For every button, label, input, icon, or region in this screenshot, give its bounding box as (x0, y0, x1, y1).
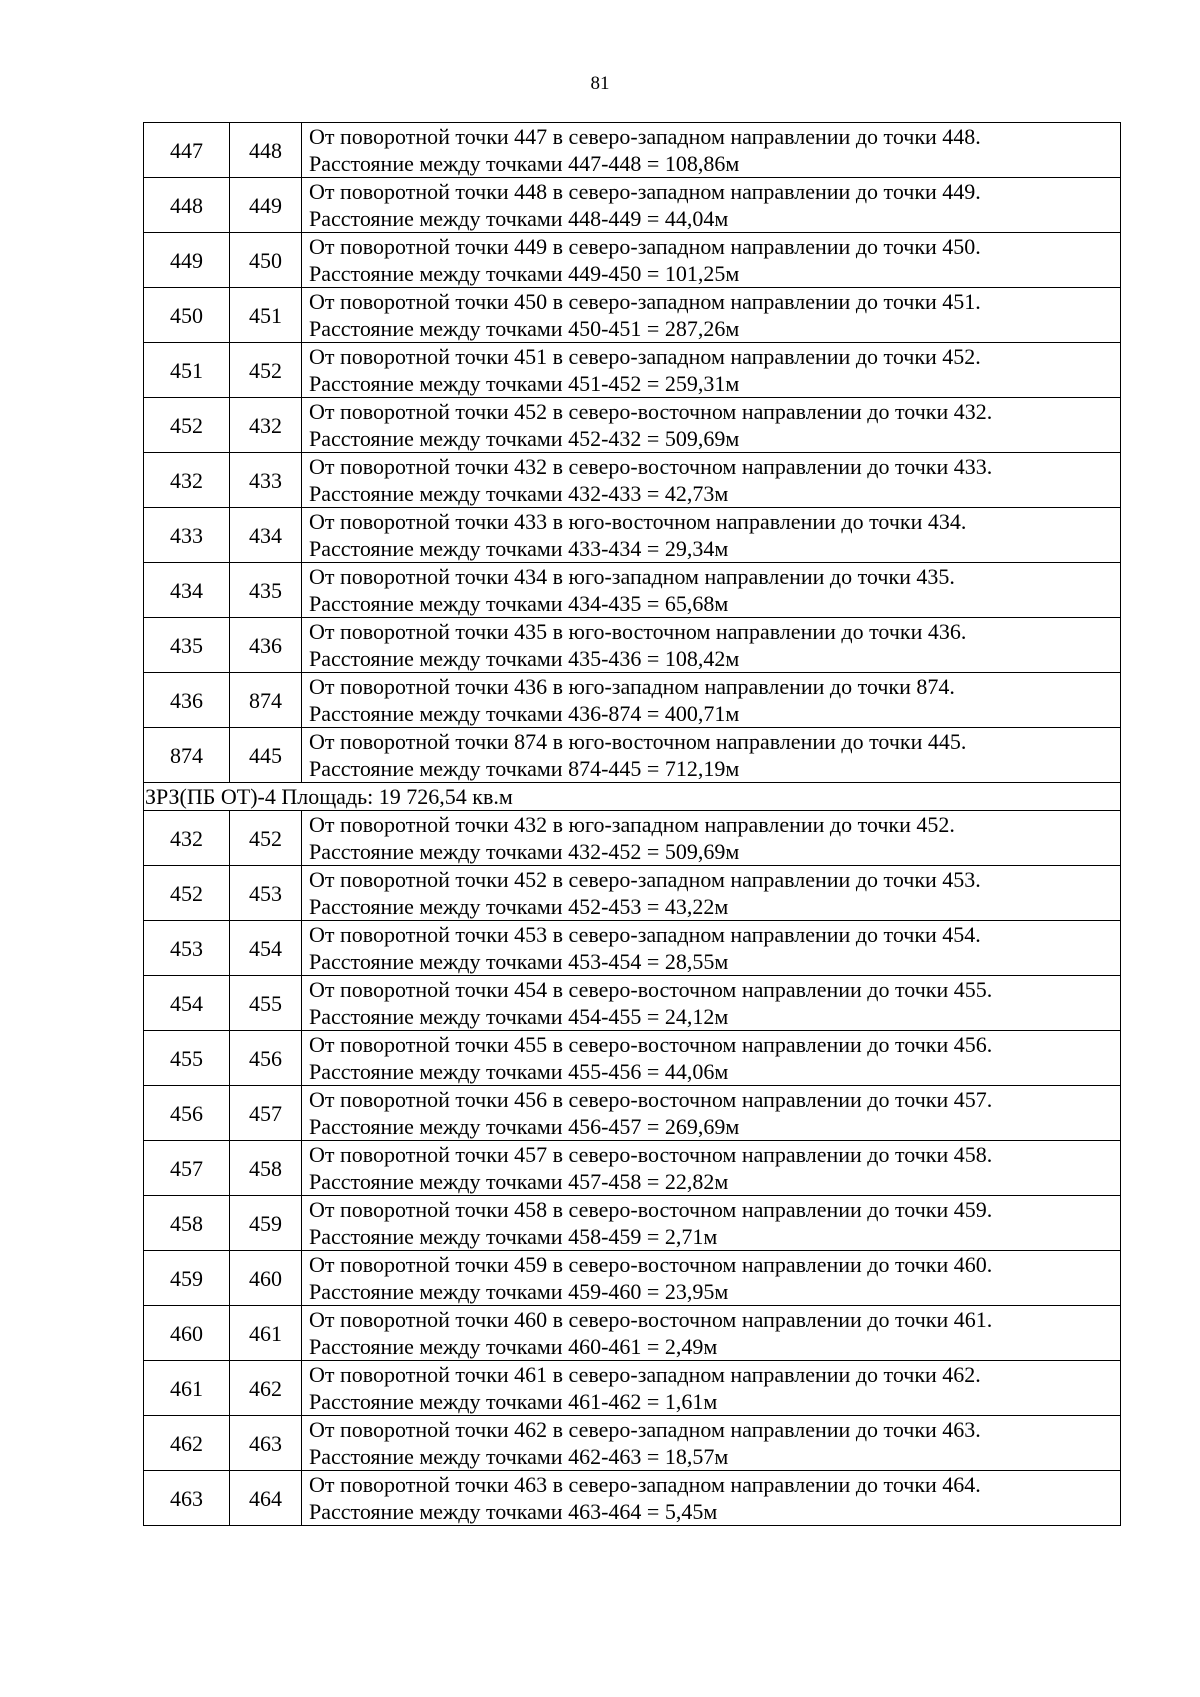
distance-text: Расстояние между точками 455-456 = 44,06м (309, 1059, 729, 1084)
distance-text: Расстояние между точками 436-874 = 400,71м (309, 701, 740, 726)
from-point-cell: 433 (144, 508, 230, 563)
from-point-cell: 448 (144, 178, 230, 233)
description-cell (302, 1471, 1121, 1526)
from-point-cell: 457 (144, 1141, 230, 1196)
to-point-cell: 445 (230, 728, 302, 783)
to-point-cell: 435 (230, 563, 302, 618)
description-cell (302, 233, 1121, 288)
description-cell (302, 673, 1121, 728)
to-point-cell: 452 (230, 343, 302, 398)
from-point-cell: 434 (144, 563, 230, 618)
direction-text: От поворотной точки 452 в северо-западном направлении до точки 453. (309, 867, 981, 892)
distance-text: Расстояние между точками 447-448 = 108,86м (309, 151, 740, 176)
from-point-cell: 452 (144, 866, 230, 921)
distance-text: Расстояние между точками 456-457 = 269,69м (309, 1114, 740, 1139)
direction-text: От поворотной точки 432 в северо-восточном направлении до точки 433. (309, 454, 993, 479)
to-point-cell: 459 (230, 1196, 302, 1251)
from-point-cell: 453 (144, 921, 230, 976)
table-row (144, 1031, 1121, 1086)
table-row (144, 123, 1121, 178)
to-point-cell: 436 (230, 618, 302, 673)
description-cell (302, 811, 1121, 866)
description-cell (302, 1196, 1121, 1251)
description-cell (302, 866, 1121, 921)
to-point-cell: 433 (230, 453, 302, 508)
distance-text: Расстояние между точками 457-458 = 22,82м (309, 1169, 729, 1194)
to-point-cell: 449 (230, 178, 302, 233)
table-row (144, 563, 1121, 618)
table-row (144, 233, 1121, 288)
boundary-table (143, 122, 1121, 1526)
from-point-cell: 450 (144, 288, 230, 343)
description-cell (302, 343, 1121, 398)
from-point-cell: 455 (144, 1031, 230, 1086)
direction-text: От поворотной точки 459 в северо-восточном направлении до точки 460. (309, 1252, 993, 1277)
section-header-row (144, 783, 1121, 811)
description-cell (302, 1031, 1121, 1086)
distance-text: Расстояние между точками 874-445 = 712,19м (309, 756, 740, 781)
from-point-cell: 449 (144, 233, 230, 288)
to-point-cell: 451 (230, 288, 302, 343)
table-row (144, 1251, 1121, 1306)
direction-text: От поворотной точки 450 в северо-западном направлении до точки 451. (309, 289, 981, 314)
from-point-cell: 447 (144, 123, 230, 178)
from-point-cell: 874 (144, 728, 230, 783)
table-row (144, 1141, 1121, 1196)
from-point-cell: 462 (144, 1416, 230, 1471)
table-row (144, 866, 1121, 921)
direction-text: От поворотной точки 448 в северо-западном направлении до точки 449. (309, 179, 981, 204)
zone-area-header: ЗРЗ(ПБ ОТ)-4 Площадь: 19 726,54 кв.м (144, 783, 1121, 811)
distance-text: Расстояние между точками 452-432 = 509,69м (309, 426, 740, 451)
direction-text: От поворотной точки 453 в северо-западном направлении до точки 454. (309, 922, 981, 947)
direction-text: От поворотной точки 874 в юго-восточном направлении до точки 445. (309, 729, 967, 754)
from-point-cell: 432 (144, 453, 230, 508)
description-cell (302, 508, 1121, 563)
description-cell (302, 563, 1121, 618)
table-row (144, 343, 1121, 398)
distance-text: Расстояние между точками 432-452 = 509,69м (309, 839, 740, 864)
distance-text: Расстояние между точками 454-455 = 24,12м (309, 1004, 729, 1029)
table-row (144, 728, 1121, 783)
direction-text: От поворотной точки 449 в северо-западном направлении до точки 450. (309, 234, 981, 259)
distance-text: Расстояние между точками 450-451 = 287,26м (309, 316, 740, 341)
description-cell (302, 976, 1121, 1031)
distance-text: Расстояние между точками 452-453 = 43,22м (309, 894, 729, 919)
description-cell (302, 1306, 1121, 1361)
distance-text: Расстояние между точками 434-435 = 65,68м (309, 591, 729, 616)
distance-text: Расстояние между точками 449-450 = 101,25м (309, 261, 740, 286)
direction-text: От поворотной точки 433 в юго-восточном направлении до точки 434. (309, 509, 967, 534)
direction-text: От поворотной точки 460 в северо-восточном направлении до точки 461. (309, 1307, 993, 1332)
description-cell (302, 1086, 1121, 1141)
distance-text: Расстояние между точками 435-436 = 108,42м (309, 646, 740, 671)
table-row (144, 398, 1121, 453)
direction-text: От поворотной точки 436 в юго-западном направлении до точки 874. (309, 674, 955, 699)
table-row (144, 921, 1121, 976)
to-point-cell: 457 (230, 1086, 302, 1141)
to-point-cell: 434 (230, 508, 302, 563)
distance-text: Расстояние между точками 463-464 = 5,45м (309, 1499, 718, 1524)
table-row (144, 178, 1121, 233)
from-point-cell: 461 (144, 1361, 230, 1416)
table-row (144, 1086, 1121, 1141)
distance-text: Расстояние между точками 462-463 = 18,57м (309, 1444, 729, 1469)
description-cell (302, 288, 1121, 343)
direction-text: От поворотной точки 458 в северо-восточном направлении до точки 459. (309, 1197, 993, 1222)
distance-text: Расстояние между точками 461-462 = 1,61м (309, 1389, 718, 1414)
description-cell (302, 728, 1121, 783)
description-cell (302, 123, 1121, 178)
description-cell (302, 398, 1121, 453)
table-row (144, 1471, 1121, 1526)
to-point-cell: 448 (230, 123, 302, 178)
table-row (144, 976, 1121, 1031)
to-point-cell: 462 (230, 1361, 302, 1416)
direction-text: От поворотной точки 434 в юго-западном направлении до точки 435. (309, 564, 955, 589)
to-point-cell: 453 (230, 866, 302, 921)
direction-text: От поворотной точки 447 в северо-западном направлении до точки 448. (309, 124, 981, 149)
to-point-cell: 455 (230, 976, 302, 1031)
table-row (144, 1361, 1121, 1416)
description-cell (302, 453, 1121, 508)
distance-text: Расстояние между точками 460-461 = 2,49м (309, 1334, 718, 1359)
to-point-cell: 458 (230, 1141, 302, 1196)
distance-text: Расстояние между точками 448-449 = 44,04м (309, 206, 729, 231)
direction-text: От поворотной точки 457 в северо-восточном направлении до точки 458. (309, 1142, 993, 1167)
from-point-cell: 432 (144, 811, 230, 866)
table-row (144, 453, 1121, 508)
distance-text: Расстояние между точками 453-454 = 28,55м (309, 949, 729, 974)
table-row (144, 811, 1121, 866)
distance-text: Расстояние между точками 451-452 = 259,31м (309, 371, 740, 396)
direction-text: От поворотной точки 461 в северо-западном направлении до точки 462. (309, 1362, 981, 1387)
table-row (144, 618, 1121, 673)
description-cell (302, 1251, 1121, 1306)
distance-text: Расстояние между точками 432-433 = 42,73м (309, 481, 729, 506)
to-point-cell: 454 (230, 921, 302, 976)
to-point-cell: 452 (230, 811, 302, 866)
page-number: 81 (590, 73, 610, 94)
to-point-cell: 456 (230, 1031, 302, 1086)
direction-text: От поворотной точки 452 в северо-восточном направлении до точки 432. (309, 399, 993, 424)
table-row (144, 1416, 1121, 1471)
table-row (144, 1306, 1121, 1361)
from-point-cell: 435 (144, 618, 230, 673)
direction-text: От поворотной точки 463 в северо-западном направлении до точки 464. (309, 1472, 981, 1497)
to-point-cell: 450 (230, 233, 302, 288)
from-point-cell: 463 (144, 1471, 230, 1526)
to-point-cell: 461 (230, 1306, 302, 1361)
to-point-cell: 464 (230, 1471, 302, 1526)
from-point-cell: 460 (144, 1306, 230, 1361)
boundary-table-body (144, 123, 1121, 1526)
direction-text: От поворотной точки 435 в юго-восточном направлении до точки 436. (309, 619, 967, 644)
description-cell (302, 921, 1121, 976)
direction-text: От поворотной точки 462 в северо-западном направлении до точки 463. (309, 1417, 981, 1442)
distance-text: Расстояние между точками 458-459 = 2,71м (309, 1224, 718, 1249)
from-point-cell: 456 (144, 1086, 230, 1141)
to-point-cell: 432 (230, 398, 302, 453)
table-row (144, 288, 1121, 343)
description-cell (302, 1361, 1121, 1416)
description-cell (302, 618, 1121, 673)
to-point-cell: 460 (230, 1251, 302, 1306)
table-row (144, 508, 1121, 563)
from-point-cell: 436 (144, 673, 230, 728)
direction-text: От поворотной точки 451 в северо-западном направлении до точки 452. (309, 344, 981, 369)
from-point-cell: 452 (144, 398, 230, 453)
to-point-cell: 463 (230, 1416, 302, 1471)
direction-text: От поворотной точки 456 в северо-восточном направлении до точки 457. (309, 1087, 993, 1112)
distance-text: Расстояние между точками 459-460 = 23,95м (309, 1279, 729, 1304)
description-cell (302, 1141, 1121, 1196)
table-row (144, 1196, 1121, 1251)
to-point-cell: 874 (230, 673, 302, 728)
description-cell (302, 178, 1121, 233)
from-point-cell: 459 (144, 1251, 230, 1306)
direction-text: От поворотной точки 432 в юго-западном направлении до точки 452. (309, 812, 955, 837)
from-point-cell: 451 (144, 343, 230, 398)
distance-text: Расстояние между точками 433-434 = 29,34м (309, 536, 729, 561)
direction-text: От поворотной точки 455 в северо-восточном направлении до точки 456. (309, 1032, 993, 1057)
direction-text: От поворотной точки 454 в северо-восточном направлении до точки 455. (309, 977, 993, 1002)
table-row (144, 673, 1121, 728)
from-point-cell: 458 (144, 1196, 230, 1251)
from-point-cell: 454 (144, 976, 230, 1031)
description-cell (302, 1416, 1121, 1471)
